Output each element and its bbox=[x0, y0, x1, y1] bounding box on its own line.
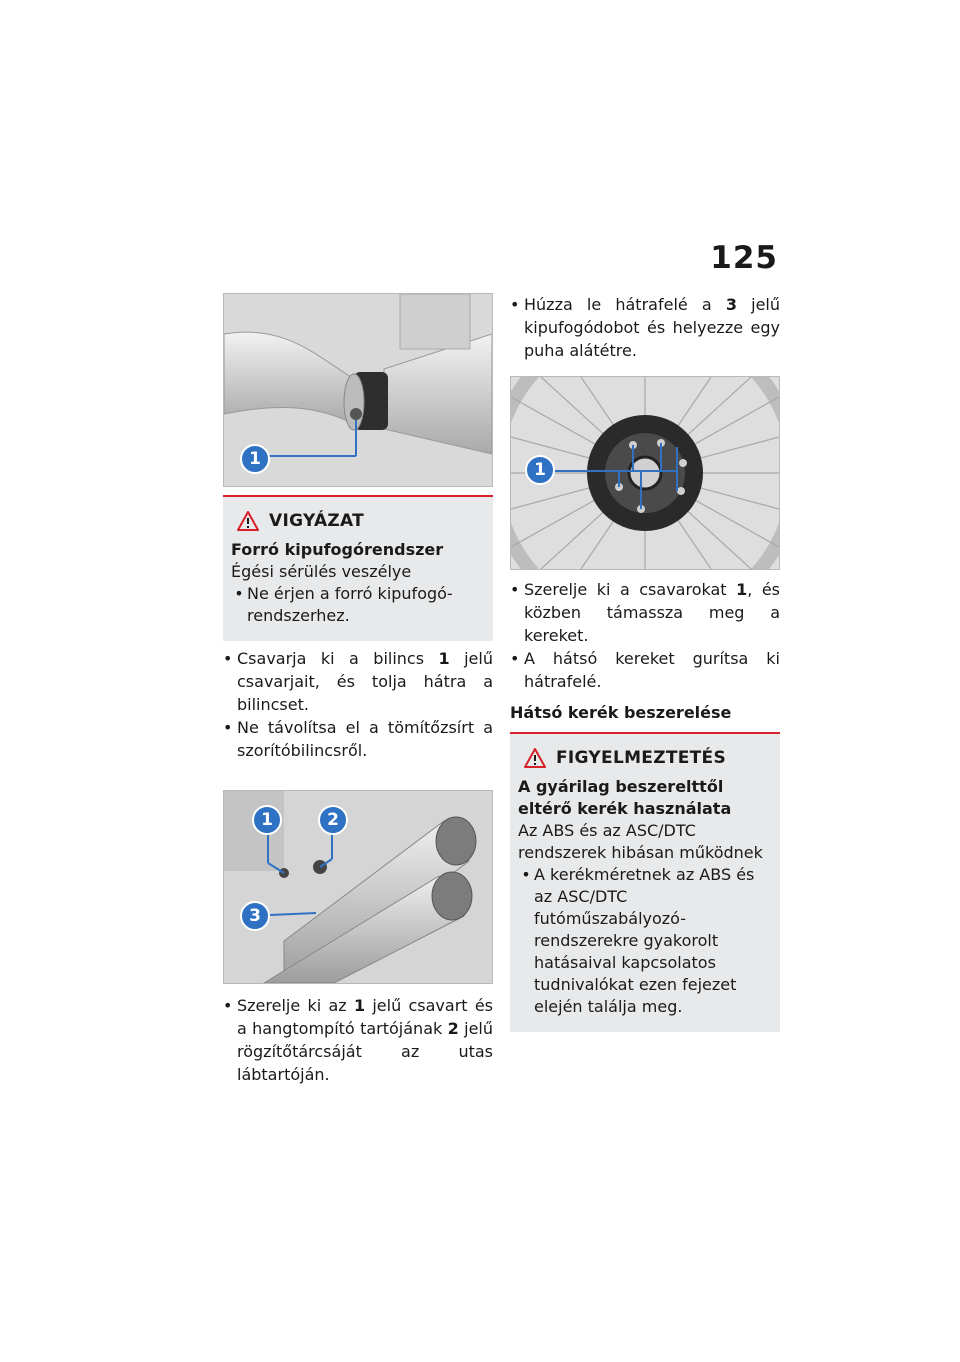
warning-bullet: • A kerékméretnek az ABS és az ASC/DTC futóműszabályozó-rendszerekre gyakorolt hatásaival kapcsolatos tudnivalókat ezen fejezet elején találja meg. bbox=[518, 864, 772, 1018]
caution-text: Égési sérülés veszélye bbox=[231, 562, 412, 581]
warning-subtitle: A gyárilag beszerelttől eltérő kerék használata bbox=[518, 777, 732, 818]
step-text: jelű csavart és a hangtompító tartójának bbox=[237, 996, 494, 1038]
caution-subtitle: Forró kipufogórendszer bbox=[231, 540, 444, 559]
page-number: 125 bbox=[710, 240, 778, 276]
step-text: Ne távolítsa el a tömítőzsírt a szorítóbilincsről. bbox=[237, 718, 493, 760]
muffler-mount-illustration bbox=[223, 790, 493, 984]
callout-1: 1 bbox=[240, 444, 270, 474]
step-text: jelű kipufogódobot és helyezze egy puha alátétre. bbox=[524, 295, 780, 360]
step-remove-bracket: • Szerelje ki az 1 jelű csavart és a hangtompító tartójának 2 jelű rögzítőtárcsáját az utas lábtartóján. bbox=[223, 996, 494, 1084]
callout-1: 1 bbox=[525, 455, 555, 485]
warning-text: Az ABS és az ASC/DTC rendszerek hibásan működnek bbox=[518, 821, 763, 862]
right-column bbox=[510, 293, 780, 1032]
rear-wheel-illustration bbox=[510, 376, 780, 570]
callout-3: 3 bbox=[240, 901, 270, 931]
left-column bbox=[223, 293, 493, 1086]
caution-box bbox=[223, 495, 493, 641]
step-ref: 1 bbox=[736, 580, 748, 599]
callout-2: 2 bbox=[318, 805, 348, 835]
warning-bullet-text: A kerékméretnek az ABS és az ASC/DTC futóműszabályozó-rendszerekre gyakorolt hatásaival kapcsolatos tudnivalókat ezen fejezet elején találja meg. bbox=[534, 865, 755, 1016]
step-ref: 2 bbox=[447, 1019, 459, 1038]
step-ref: 1 bbox=[438, 649, 450, 668]
section-heading: Hátsó kerék beszerelése bbox=[510, 703, 732, 722]
step-ref: 1 bbox=[353, 996, 366, 1015]
step-roll-wheel-out: • A hátsó kereket gurítsa ki hátrafelé. bbox=[510, 649, 780, 691]
step-ref: 3 bbox=[725, 295, 737, 314]
callout-1: 1 bbox=[252, 805, 282, 835]
step-text: Szerelje ki a csavarokat bbox=[524, 580, 737, 599]
step-text: , és közben támassza meg a kereket. bbox=[524, 580, 780, 645]
step-remove-clamp-bolts: • Csavarja ki a bilincs 1 jelű csavarjait, és tolja hátra a bilincset. bbox=[223, 649, 493, 714]
step-pull-muffler: • Húzza le hátrafelé a 3 jelű kipufogódobot és helyezze egy puha alátétre. bbox=[510, 295, 780, 360]
caution-bullet: • Ne érjen a forró kipufogórendszerhez. bbox=[231, 583, 485, 627]
step-text: Csavarja ki a bilincs bbox=[237, 649, 439, 668]
warning-box bbox=[510, 732, 780, 1032]
step-text: Szerelje ki az bbox=[237, 996, 354, 1015]
caution-bullet-text: Ne érjen a forró kipufogórendszerhez. bbox=[247, 584, 453, 625]
step-keep-grease: • Ne távolítsa el a tömítőzsírt a szorítóbilincsről. bbox=[223, 718, 493, 760]
step-text: Húzza le hátrafelé a bbox=[524, 295, 726, 314]
warning-title: FIGYELMEZTETÉS bbox=[556, 748, 726, 768]
step-remove-wheel-bolts: • Szerelje ki a csavarokat 1, és közben támassza meg a kereket. bbox=[510, 580, 780, 645]
warning-icon bbox=[524, 748, 546, 768]
exhaust-clamp-illustration bbox=[223, 293, 493, 487]
caution-icon bbox=[237, 511, 259, 531]
step-text: A hátsó kereket gurítsa ki hátrafelé. bbox=[524, 649, 780, 691]
step-text: jelű csavarjait, és tolja hátra a bilincset. bbox=[237, 649, 493, 714]
caution-title: VIGYÁZAT bbox=[269, 511, 365, 531]
step-text: jelű rögzítőtárcsáját az utas lábtartóján. bbox=[237, 1019, 493, 1084]
